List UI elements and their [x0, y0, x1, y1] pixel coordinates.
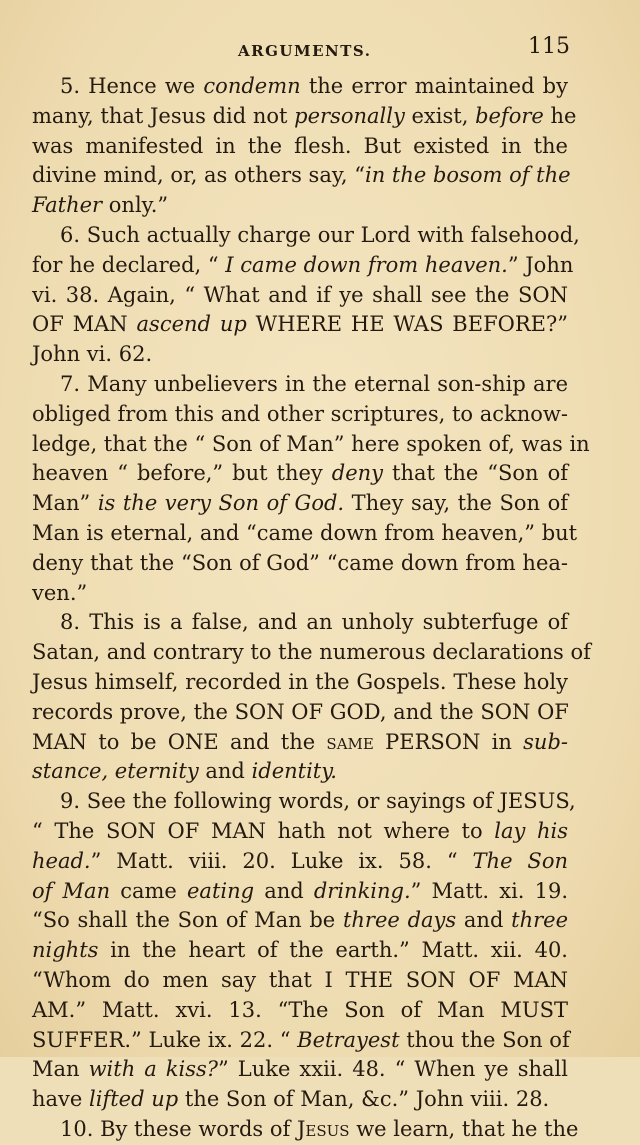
text-run: John vi. 62. [32, 342, 153, 367]
italic-text: three days [342, 908, 457, 933]
text-run: was manifested in the flesh. But existed in the [32, 133, 568, 158]
text-run: AM.” Matt. xvi. 13. “The Son of Man MUST [32, 997, 568, 1022]
italic-text: ascend up [136, 312, 247, 337]
body-text [32, 72, 591, 1145]
text-run: ven.” [32, 580, 88, 605]
paragraph [32, 72, 577, 221]
text-run: “ The SON OF MAN hath not where to [32, 818, 495, 843]
text-run: came [110, 878, 187, 903]
text-run: PERSON in [373, 729, 524, 754]
text-run: and [456, 908, 512, 933]
text-run: Man” [32, 491, 98, 516]
page-header [0, 34, 640, 66]
italic-text: identity. [251, 759, 337, 784]
italic-text: with a kiss? [88, 1057, 219, 1082]
text-line [32, 251, 574, 281]
text-line [32, 370, 568, 400]
text-line [32, 221, 580, 251]
page-number: 115 [528, 34, 570, 59]
italic-text: before [475, 103, 544, 128]
text-run: They say, the Son of [344, 491, 568, 516]
text-run: we learn, that he the [349, 1116, 579, 1141]
text-line [32, 400, 568, 430]
paragraph [32, 787, 576, 1115]
text-run: 8. This is a false, and an unholy subterfuge of [60, 610, 568, 635]
paragraph [32, 1115, 579, 1145]
text-run: vi. 38. Again, “ What and if ye shall see the SON [32, 282, 568, 307]
text-run: thou the Son of [399, 1027, 570, 1052]
italic-text: eating [187, 878, 255, 903]
text-line [32, 608, 568, 638]
paragraph [32, 221, 580, 370]
italic-text: deny [331, 461, 384, 486]
text-run: ” Matt. xi. 19. [410, 878, 568, 903]
text-run: MAN to be ONE and the [32, 729, 327, 754]
text-run: obliged from this and other scriptures, to acknow- [32, 401, 568, 426]
italic-text: of Man [32, 878, 111, 903]
italic-text: Father [32, 193, 103, 218]
text-run: he [543, 103, 577, 128]
text-run: ” John [507, 252, 574, 277]
text-run: the error maintained by [300, 74, 568, 98]
text-line [32, 638, 591, 668]
text-run: “Whom do men say that I THE SON OF MAN [32, 967, 568, 992]
text-run: WHERE HE WAS BEFORE?” [246, 312, 568, 337]
text-line [32, 1085, 568, 1115]
text-run: deny that the “Son of God” “came down from hea- [32, 550, 568, 575]
text-run: heaven “ before,” but they [32, 461, 332, 486]
text-line [32, 310, 568, 340]
text-run: divine mind, or, as others say, “ [32, 163, 365, 188]
italic-text: I came down from heaven. [225, 252, 508, 277]
text-run: for he declared, “ [32, 252, 226, 277]
text-run: Jesus [296, 1116, 350, 1141]
text-line [32, 430, 590, 460]
text-run: exist, [404, 103, 476, 128]
italic-text: three [511, 908, 568, 933]
italic-text: stance, eternity [32, 759, 199, 784]
text-line [32, 281, 568, 311]
text-line [32, 936, 568, 966]
text-run: many, that Jesus did not [32, 103, 295, 128]
text-line [32, 847, 568, 877]
text-line [32, 906, 568, 936]
text-run: same [326, 729, 374, 754]
text-run: have [32, 1087, 90, 1112]
italic-text: Betrayest [297, 1027, 400, 1052]
text-run: “So shall the Son of Man be [32, 908, 343, 933]
paragraph [32, 370, 590, 608]
text-line [32, 489, 568, 519]
italic-text: drinking. [313, 878, 411, 903]
text-line [32, 757, 568, 787]
text-line [32, 817, 568, 847]
italic-text: lay his [494, 818, 568, 843]
text-run: Satan, and contrary to the numerous declarations of [32, 640, 591, 665]
italic-text: head. [32, 848, 91, 873]
text-line [32, 549, 568, 579]
text-run: and [198, 759, 252, 784]
text-line [32, 996, 568, 1026]
text-line [32, 340, 568, 370]
text-line [32, 72, 568, 102]
text-run: 5. Hence we [60, 74, 204, 98]
text-line [32, 1055, 568, 1085]
text-run: OF MAN [32, 312, 137, 337]
text-line [32, 191, 568, 221]
text-run: Man is eternal, and “came down from heaven,” but [32, 520, 578, 545]
text-run: that the “Son of [383, 461, 568, 486]
italic-text: The Son [472, 848, 568, 873]
paragraph [32, 608, 591, 787]
text-line [32, 1115, 579, 1145]
text-line [32, 132, 568, 162]
text-line [32, 877, 568, 907]
text-run: 9. See the following words, or sayings of JESUS, [60, 789, 576, 814]
text-line [32, 966, 568, 996]
text-run: only.” [102, 193, 169, 218]
text-run: Man [32, 1057, 89, 1082]
text-run: and [254, 878, 314, 903]
text-line [32, 787, 576, 817]
text-line [32, 668, 568, 698]
text-line [32, 519, 578, 549]
text-line [32, 698, 568, 728]
italic-text: in the bosom of the [365, 163, 571, 188]
italic-text: sub- [523, 729, 568, 754]
text-line [32, 459, 568, 489]
text-run: in the heart of the earth.” Matt. xii. 40. [98, 938, 568, 963]
italic-text: personally [294, 103, 405, 128]
running-head: ARGUMENTS. [238, 42, 372, 60]
italic-text: nights [32, 938, 99, 963]
text-line [32, 728, 568, 758]
text-run: SUFFER.” Luke ix. 22. “ [32, 1027, 298, 1052]
text-line [32, 161, 571, 191]
text-line [32, 1026, 568, 1056]
text-line [32, 102, 577, 132]
text-run: 7. Many unbelievers in the eternal son-ship are [60, 371, 568, 396]
italic-text: condemn [203, 74, 301, 98]
italic-text: is the very Son of God. [97, 491, 345, 516]
italic-text: lifted up [89, 1087, 179, 1112]
text-line [32, 579, 568, 609]
text-run: records prove, the SON OF GOD, and the SON OF [32, 699, 569, 724]
text-run: 6. Such actually charge our Lord with falsehood, [60, 222, 580, 247]
text-run: ” Matt. viii. 20. Luke ix. 58. “ [90, 848, 473, 873]
text-run: ledge, that the “ Son of Man” here spoken of, was in [32, 431, 590, 456]
text-run: Jesus himself, recorded in the Gospels. These holy [32, 669, 568, 694]
text-run: the Son of Man, &c.” John viii. 28. [178, 1087, 550, 1112]
text-run: 10. By these words of [60, 1116, 297, 1141]
text-run: ” Luke xxii. 48. “ When ye shall [218, 1057, 568, 1082]
